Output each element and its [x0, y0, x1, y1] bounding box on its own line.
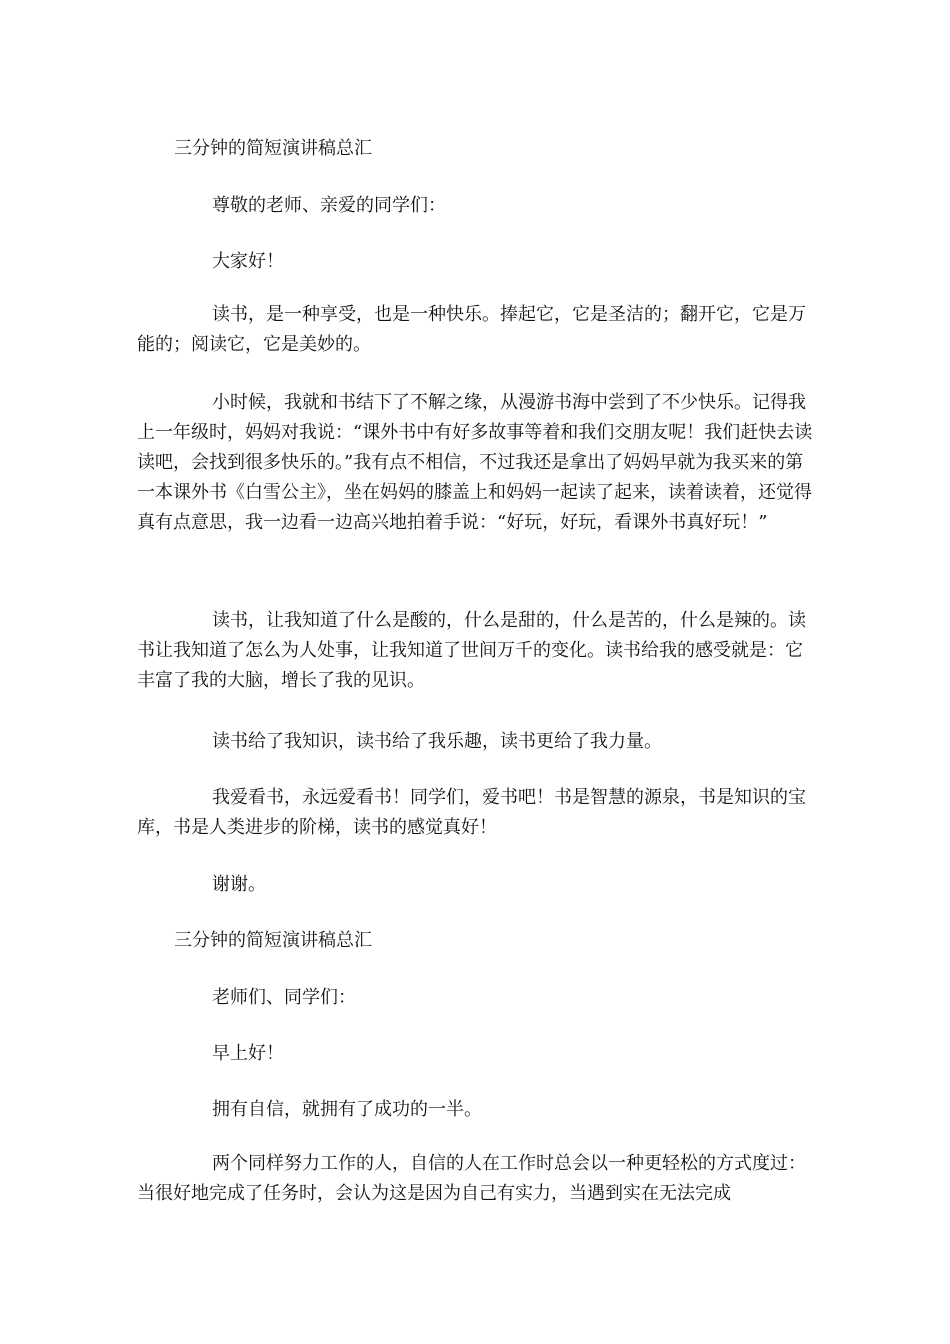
paragraph-reading-joy: 读书，是一种享受，也是一种快乐。捧起它，它是圣洁的；翻开它，它是万能的；阅读它，它是美妙的。 — [137, 304, 806, 355]
section-title-2: 三分钟的简短演讲稿总汇 — [174, 930, 372, 951]
paragraph-taste: 读书，让我知道了什么是酸的，什么是甜的，什么是苦的，什么是辣的。读书让我知道了怎么为人处事，让我知道了世间万千的变化。读书给我的感受就是：它丰富了我的大脑，增长了我的见识。 — [137, 610, 806, 691]
greeting-1: 大家好！ — [212, 251, 284, 272]
paragraph-love-books: 我爱看书，永远爱看书！同学们，爱书吧！书是智慧的源泉，书是知识的宝库，书是人类进步的阶梯，读书的感觉真好！ — [137, 787, 806, 838]
paragraph-two-workers: 两个同样努力工作的人，自信的人在工作时总会以一种更轻松的方式度过：当很好地完成了任务时，会认为这是因为自己有实力，当遇到实在无法完成 — [137, 1153, 806, 1204]
closing-thanks: 谢谢。 — [212, 874, 266, 895]
salutation-1: 尊敬的老师、亲爱的同学们： — [212, 195, 446, 216]
paragraph-childhood: 小时候，我就和书结下了不解之缘，从漫游书海中尝到了不少快乐。记得我上一年级时，妈妈对我说：“课外书中有好多故事等着和我们交朋友呢！我们赶快去读读吧，会找到很多快乐的。”我有点不相信，不过我还是拿出了妈妈早就为我买来的第一本课外书《白雪公主》，坐在妈妈的膝盖上和妈妈一起读了起来，读着读着，还觉得真有点意思，我一边看一边高兴地拍着手说：“好玩，好玩，看课外书真好玩！” — [137, 392, 813, 533]
greeting-2: 早上好！ — [212, 1043, 284, 1064]
paragraph-knowledge: 读书给了我知识，读书给了我乐趣，读书更给了我力量。 — [212, 731, 662, 752]
section-title-1: 三分钟的简短演讲稿总汇 — [174, 138, 372, 159]
salutation-2: 老师们、同学们： — [212, 987, 356, 1008]
paragraph-confidence: 拥有自信，就拥有了成功的一半。 — [212, 1099, 482, 1120]
